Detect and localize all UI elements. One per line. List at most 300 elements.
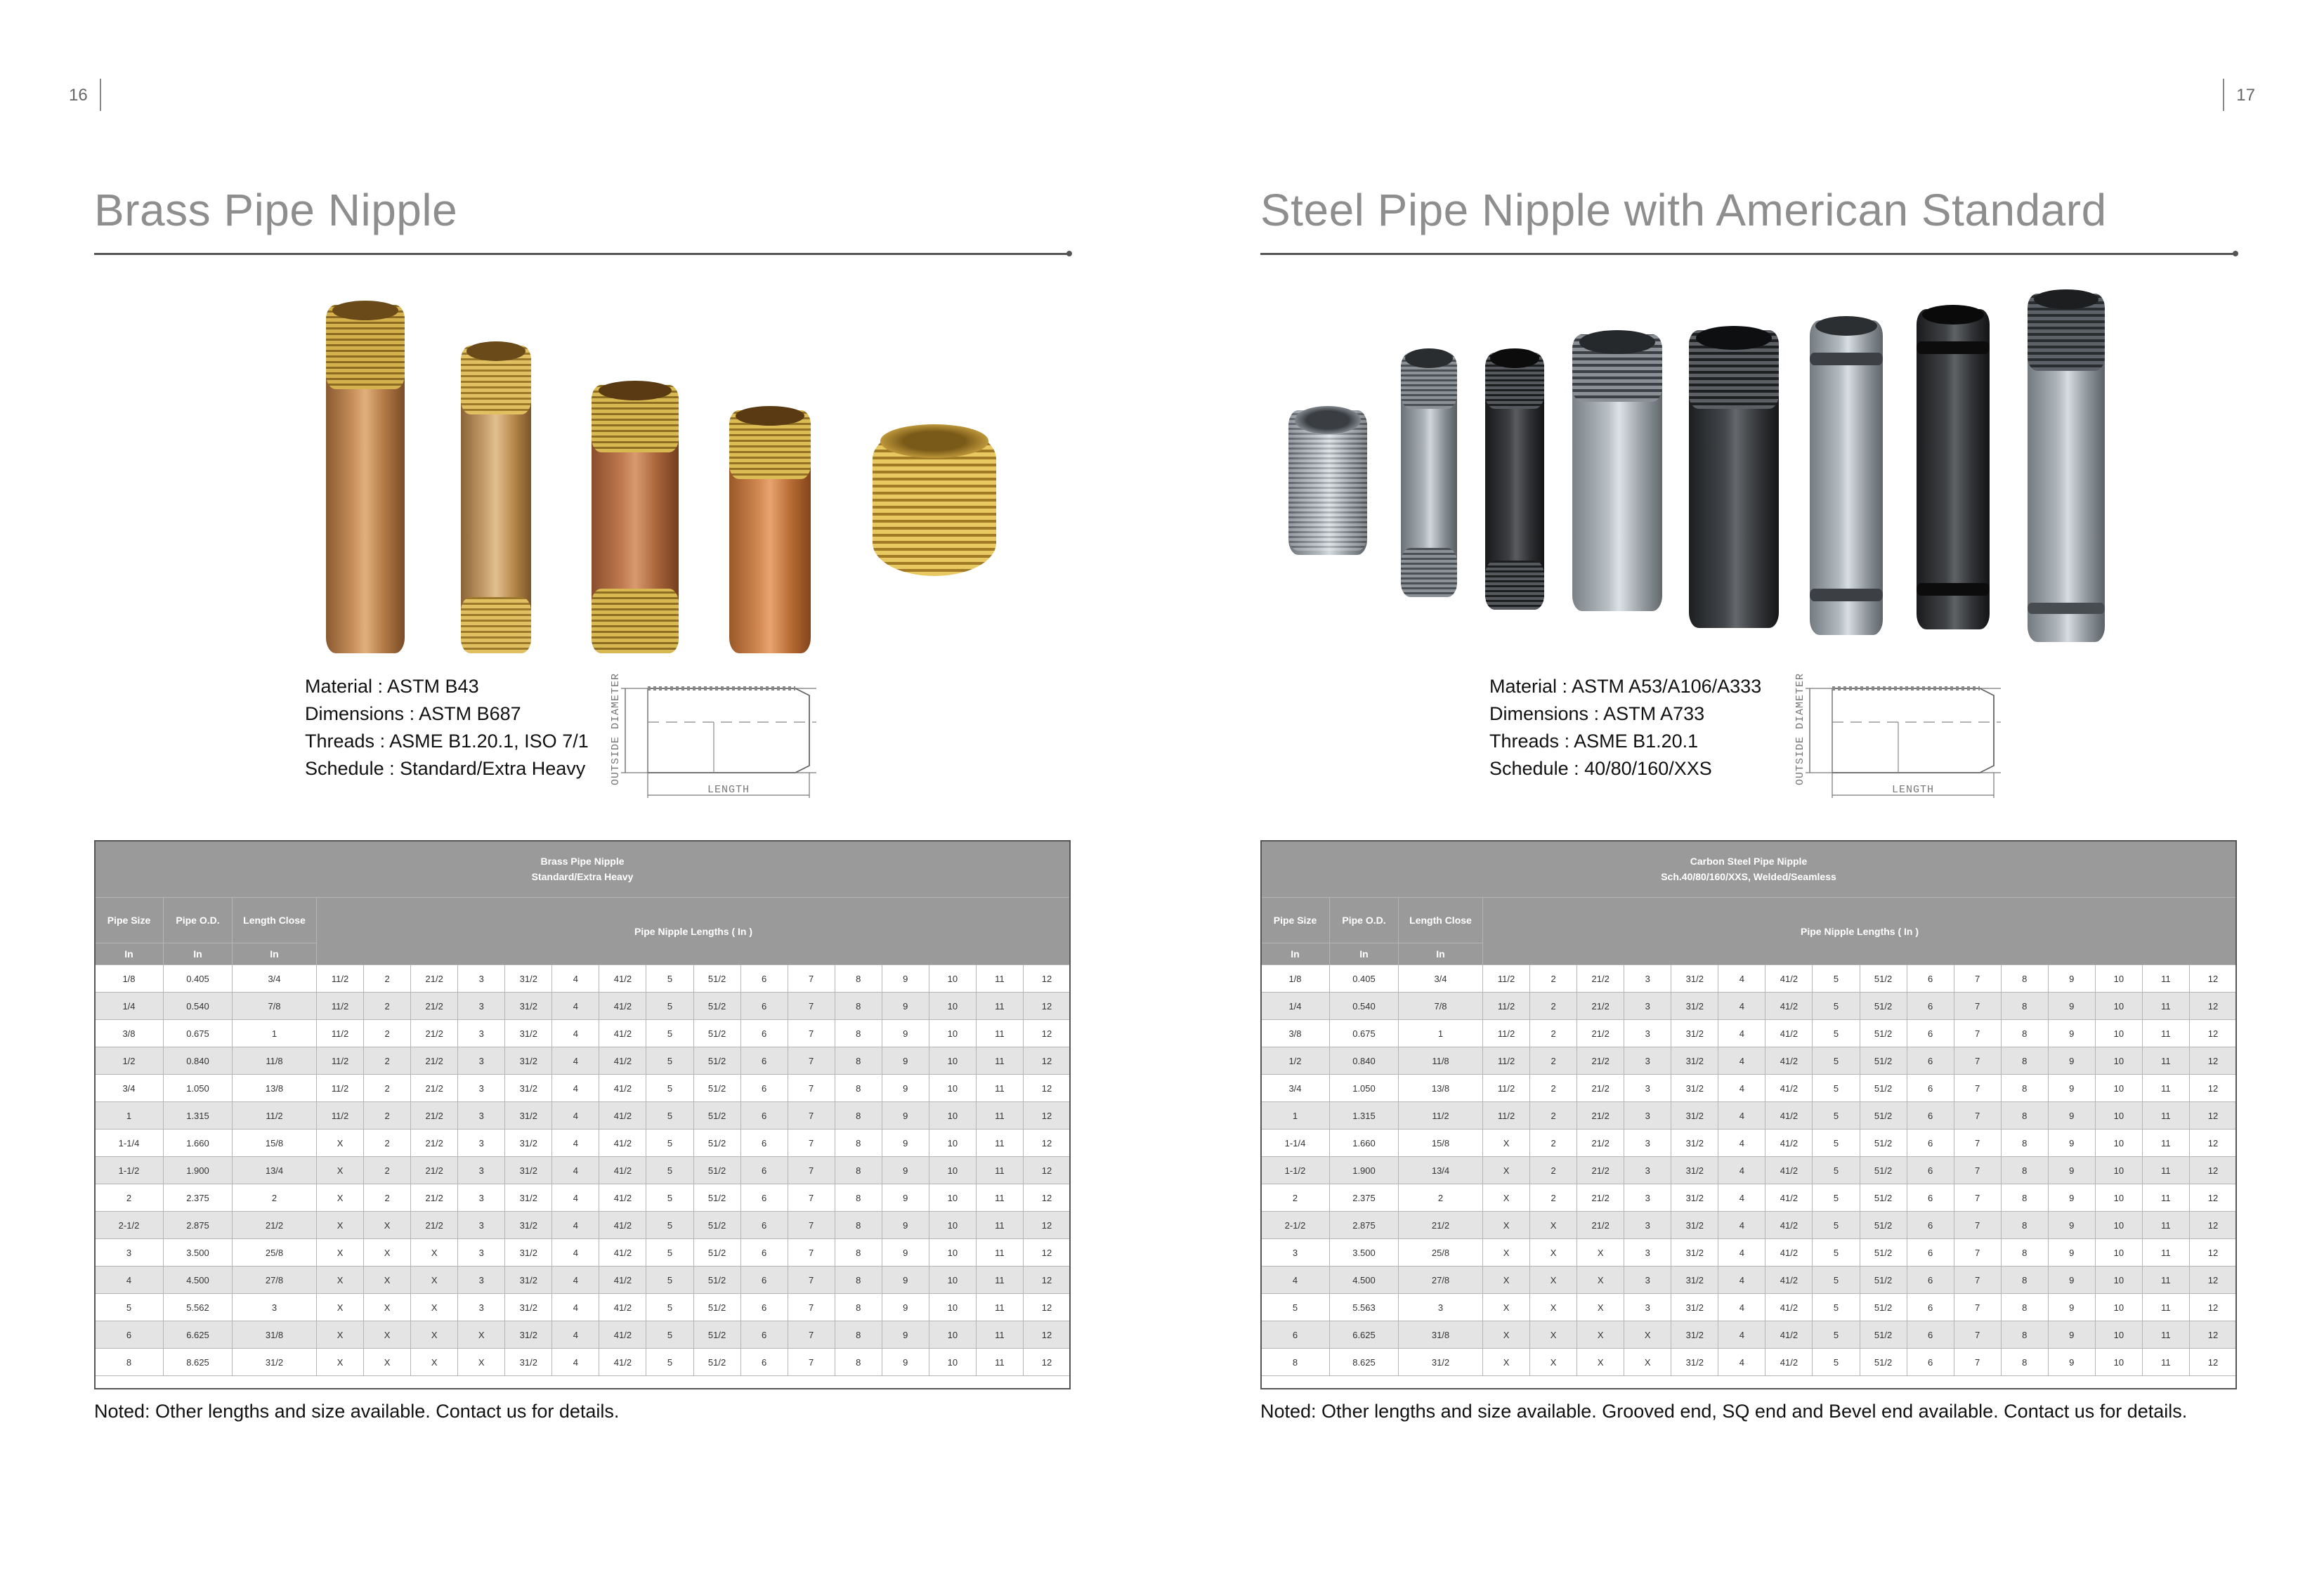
nipple-length-cell: 10 (929, 1349, 976, 1376)
nipple-length-cell: 51/2 (693, 993, 740, 1020)
nipple-length-cell: 6 (1907, 1102, 1954, 1130)
table-row (95, 1047, 1071, 1075)
nipple-length-cell: 7 (788, 1321, 835, 1349)
nipple-length-cell: 11/2 (1483, 993, 1530, 1020)
nipple-length-cell: 21/2 (411, 1184, 458, 1212)
nipple-length-cell: 41/2 (1765, 1184, 1813, 1212)
nipple-length-cell: 9 (882, 1157, 929, 1184)
nipple-length-cell: 7 (788, 1349, 835, 1376)
nipple-length-cell: 9 (2048, 1321, 2095, 1349)
nipple-length-cell: 31/2 (1671, 1047, 1718, 1075)
nipple-length-cell: 5 (1813, 1294, 1860, 1321)
nipple-length-cell: 6 (740, 1130, 788, 1157)
pipe-od-cell: 8.625 (1330, 1349, 1399, 1376)
steel-nipple-photo-2 (1401, 353, 1457, 597)
pipe-size-cell: 3/4 (1261, 1075, 1330, 1102)
nipple-length-cell: 10 (2095, 1321, 2142, 1349)
nipple-length-cell: 9 (882, 993, 929, 1020)
nipple-length-cell: 11 (2142, 993, 2189, 1020)
nipple-length-cell: 5 (1813, 965, 1860, 993)
nipple-length-cell: 2 (1530, 1184, 1577, 1212)
nipple-length-cell: 41/2 (1765, 1157, 1813, 1184)
nipple-length-cell: 11 (976, 1321, 1023, 1349)
nipple-length-cell: 10 (2095, 1130, 2142, 1157)
nipple-length-cell: 31/2 (1671, 1321, 1718, 1349)
steel-nipple-photo-5 (1689, 330, 1779, 628)
nipple-length-cell: 11 (2142, 1102, 2189, 1130)
nipple-length-cell: 9 (2048, 1157, 2095, 1184)
nipple-length-cell: 2 (1530, 1020, 1577, 1047)
length-close-cell: 1 (1399, 1020, 1483, 1047)
nipple-length-cell: 3 (458, 1157, 505, 1184)
nipple-length-cell: 6 (1907, 1349, 1954, 1376)
nipple-length-cell: 21/2 (411, 1102, 458, 1130)
nipple-length-cell: 7 (788, 1130, 835, 1157)
nipple-length-cell: 9 (882, 1321, 929, 1349)
nipple-length-cell: 7 (1954, 1239, 2001, 1267)
nipple-length-cell: 21/2 (1577, 1130, 1624, 1157)
pipe-size-cell: 1/4 (1261, 993, 1330, 1020)
nipple-length-cell: 8 (2001, 1130, 2048, 1157)
steel-nipple-photo-1 (1288, 410, 1367, 555)
nipple-length-cell: 31/2 (1671, 1102, 1718, 1130)
nipple-length-cell: X (364, 1239, 411, 1267)
nipple-length-cell: 7 (788, 1184, 835, 1212)
nipple-length-cell: 6 (740, 965, 788, 993)
nipple-length-cell: 10 (2095, 1267, 2142, 1294)
nipple-length-cell: 6 (740, 1020, 788, 1047)
length-close-cell: 3 (1399, 1294, 1483, 1321)
nipple-length-cell: 5 (1813, 1349, 1860, 1376)
nipple-length-cell: 11 (976, 1184, 1023, 1212)
nipple-length-cell: 2 (364, 1130, 411, 1157)
length-close-cell: 15/8 (1399, 1130, 1483, 1157)
table-row (95, 1321, 1071, 1349)
nipple-length-cell: 41/2 (599, 1157, 646, 1184)
nipple-length-cell: 41/2 (1765, 1321, 1813, 1349)
nipple-length-cell: 11/2 (317, 1020, 364, 1047)
nipple-length-cell: 6 (1907, 1321, 1954, 1349)
nipple-length-cell: 9 (882, 1267, 929, 1294)
nipple-length-cell: 11 (976, 1267, 1023, 1294)
pipe-od-cell: 0.405 (1330, 965, 1399, 993)
nipple-length-cell: 41/2 (1765, 1267, 1813, 1294)
nipple-length-cell: 12 (1023, 1184, 1070, 1212)
nipple-length-cell: 10 (929, 1020, 976, 1047)
nipple-length-cell: 4 (1718, 1075, 1765, 1102)
nipple-length-cell: 3 (1624, 1102, 1671, 1130)
nipple-length-cell: 31/2 (505, 1102, 552, 1130)
nipple-length-cell: X (1624, 1349, 1671, 1376)
nipple-length-cell: 7 (1954, 1349, 2001, 1376)
nipple-length-cell: 3 (1624, 1212, 1671, 1239)
pipe-od-cell: 1.660 (1330, 1130, 1399, 1157)
pipe-od-cell: 0.840 (164, 1047, 233, 1075)
nipple-length-cell: 6 (740, 1294, 788, 1321)
page-number-right: 17 (2236, 86, 2255, 105)
nipple-length-cell: 21/2 (1577, 1047, 1624, 1075)
nipple-length-cell: 5 (1813, 1157, 1860, 1184)
table-row (95, 993, 1071, 1020)
brass-note: Noted: Other lengths and size available. Contact us for details. (94, 1401, 620, 1422)
nipple-length-cell: 10 (2095, 965, 2142, 993)
table-row (95, 1075, 1071, 1102)
length-close-cell: 25/8 (1399, 1239, 1483, 1267)
nipple-length-cell: 9 (882, 1130, 929, 1157)
nipple-length-cell: X (1530, 1212, 1577, 1239)
nipple-length-cell: 9 (2048, 1102, 2095, 1130)
pipe-od-cell: 1.050 (164, 1075, 233, 1102)
nipple-length-cell: 51/2 (693, 1075, 740, 1102)
nipple-length-cell: 51/2 (693, 1102, 740, 1130)
nipple-length-cell: 4 (552, 1130, 599, 1157)
nipple-length-cell: 3 (458, 1267, 505, 1294)
length-close-cell: 27/8 (1399, 1267, 1483, 1294)
nipple-length-cell: 6 (740, 1349, 788, 1376)
nipple-length-cell: 8 (835, 1075, 882, 1102)
spec-row-threads: Threads : ASME B1.20.1 (1489, 731, 1699, 752)
pipe-size-cell: 1-1/4 (1261, 1130, 1330, 1157)
nipple-length-cell: 9 (882, 1294, 929, 1321)
pipe-size-cell: 8 (1261, 1349, 1330, 1376)
nipple-length-cell: 31/2 (1671, 1157, 1718, 1184)
nipple-length-cell: 9 (882, 1349, 929, 1376)
length-close-cell: 21/2 (233, 1212, 317, 1239)
table-row (95, 1349, 1071, 1376)
nipple-length-cell: 6 (1907, 1212, 1954, 1239)
nipple-length-cell: 7 (1954, 1321, 2001, 1349)
brass-nipple-photo-1 (326, 305, 405, 653)
nipple-length-cell: 41/2 (599, 1294, 646, 1321)
nipple-length-cell: 31/2 (1671, 1239, 1718, 1267)
nipple-length-cell: 21/2 (411, 965, 458, 993)
nipple-length-cell: 21/2 (1577, 1157, 1624, 1184)
brass-title-rule (94, 253, 1071, 255)
pipe-size-cell: 1/4 (95, 993, 164, 1020)
length-close-cell: 3 (233, 1294, 317, 1321)
unit-pipe-od: In (164, 943, 233, 965)
spec-row-material: Material : ASTM B43 (305, 676, 479, 697)
nipple-length-cell: 4 (552, 1047, 599, 1075)
nipple-length-cell: X (411, 1294, 458, 1321)
nipple-length-cell: 6 (1907, 1267, 1954, 1294)
nipple-length-cell: 31/2 (505, 1184, 552, 1212)
nipple-length-cell: 51/2 (693, 1212, 740, 1239)
table-row (95, 1212, 1071, 1239)
steel-spec-list (1489, 673, 1761, 783)
nipple-length-cell: 5 (646, 1130, 693, 1157)
nipple-length-cell: 10 (2095, 1157, 2142, 1184)
pipe-size-cell: 1/2 (1261, 1047, 1330, 1075)
brass-nipple-photo-4 (729, 410, 811, 653)
length-close-cell: 31/8 (1399, 1321, 1483, 1349)
nipple-length-cell: X (1577, 1267, 1624, 1294)
nipple-length-cell: 31/2 (505, 1130, 552, 1157)
nipple-length-cell: 5 (1813, 1047, 1860, 1075)
nipple-length-cell: 6 (740, 1321, 788, 1349)
nipple-length-cell: 21/2 (1577, 993, 1624, 1020)
nipple-length-cell: 3 (1624, 1020, 1671, 1047)
pipe-size-cell: 6 (95, 1321, 164, 1349)
nipple-length-cell: 21/2 (1577, 1212, 1624, 1239)
length-close-cell: 15/8 (233, 1130, 317, 1157)
pipe-size-cell: 3/4 (95, 1075, 164, 1102)
nipple-length-cell: 21/2 (411, 1212, 458, 1239)
steel-dimension-diagram (1790, 667, 2029, 801)
nipple-length-cell: 31/2 (1671, 1212, 1718, 1239)
pipe-od-cell: 1.900 (1330, 1157, 1399, 1184)
table-row (95, 1267, 1071, 1294)
nipple-length-cell: 7 (1954, 1184, 2001, 1212)
nipple-length-cell: 2 (1530, 1047, 1577, 1075)
nipple-length-cell: 3 (1624, 1184, 1671, 1212)
nipple-length-cell: 12 (1023, 1047, 1070, 1075)
nipple-length-cell: 51/2 (693, 965, 740, 993)
nipple-length-cell: 8 (2001, 1267, 2048, 1294)
nipple-length-cell: X (317, 1349, 364, 1376)
nipple-length-cell: 4 (552, 1157, 599, 1184)
nipple-length-cell: 5 (646, 1321, 693, 1349)
nipple-length-cell: 31/2 (1671, 965, 1718, 993)
nipple-length-cell: 9 (2048, 993, 2095, 1020)
nipple-length-cell: 3 (1624, 1075, 1671, 1102)
table-row (1261, 1130, 2237, 1157)
nipple-length-cell: 12 (1023, 1157, 1070, 1184)
nipple-length-cell: 11/2 (1483, 1075, 1530, 1102)
col-header-length-close: Length Close (1399, 898, 1483, 943)
steel-product-photos (1281, 281, 2223, 660)
pipe-size-cell: 2 (1261, 1184, 1330, 1212)
nipple-length-cell: 6 (740, 1157, 788, 1184)
nipple-length-cell: 9 (2048, 1267, 2095, 1294)
table-caption: Carbon Steel Pipe Nipple Sch.40/80/160/XXS, Welded/Seamless (1261, 841, 2237, 898)
nipple-length-cell: 7 (1954, 1047, 2001, 1075)
nipple-length-cell: 31/2 (505, 965, 552, 993)
nipple-length-cell: 4 (1718, 1349, 1765, 1376)
nipple-length-cell: 8 (835, 1047, 882, 1075)
nipple-length-cell: 7 (1954, 1267, 2001, 1294)
spec-row-dimensions: Dimensions : ASTM A733 (1489, 703, 1705, 724)
brass-dimension-diagram (606, 667, 844, 801)
nipple-length-cell: 41/2 (599, 1349, 646, 1376)
od-label: OUTSIDE DIAMETER (1794, 672, 1806, 785)
pipe-od-cell: 3.500 (164, 1239, 233, 1267)
nipple-length-cell: 21/2 (411, 1157, 458, 1184)
nipple-length-cell: 10 (2095, 1020, 2142, 1047)
nipple-length-cell: 2 (1530, 1075, 1577, 1102)
nipple-length-cell: 11/2 (317, 1102, 364, 1130)
nipple-length-cell: 51/2 (693, 1184, 740, 1212)
nipple-length-cell: 31/2 (505, 1294, 552, 1321)
length-close-cell: 31/8 (233, 1321, 317, 1349)
nipple-length-cell: 31/2 (1671, 993, 1718, 1020)
nipple-length-cell: 5 (1813, 1321, 1860, 1349)
table-row (1261, 1321, 2237, 1349)
nipple-length-cell: 12 (2189, 1184, 2236, 1212)
nipple-length-cell: 7 (1954, 1102, 2001, 1130)
nipple-length-cell: 5 (646, 993, 693, 1020)
unit-pipe-size: In (1261, 943, 1330, 965)
nipple-length-cell: 10 (929, 1157, 976, 1184)
nipple-length-cell: 31/2 (505, 993, 552, 1020)
pipe-od-cell: 0.540 (164, 993, 233, 1020)
nipple-length-cell: 4 (1718, 965, 1765, 993)
brass-spec-list (305, 673, 589, 783)
col-header-pipe-od: Pipe O.D. (164, 898, 233, 943)
nipple-length-cell: 8 (2001, 1075, 2048, 1102)
nipple-length-cell: 5 (1813, 1130, 1860, 1157)
nipple-length-cell: 4 (552, 1267, 599, 1294)
nipple-length-cell: 4 (1718, 1267, 1765, 1294)
pipe-od-cell: 2.375 (164, 1184, 233, 1212)
nipple-length-cell: 10 (929, 1075, 976, 1102)
nipple-length-cell: 10 (929, 1321, 976, 1349)
pipe-od-cell: 1.050 (1330, 1075, 1399, 1102)
table-row (95, 1102, 1071, 1130)
nipple-length-cell: 11 (2142, 1047, 2189, 1075)
nipple-length-cell: 9 (2048, 1047, 2095, 1075)
nipple-length-cell: X (1577, 1321, 1624, 1349)
nipple-length-cell: 8 (835, 1321, 882, 1349)
nipple-length-cell: 10 (2095, 1102, 2142, 1130)
nipple-length-cell: 5 (1813, 1184, 1860, 1212)
nipple-length-cell: X (1483, 1267, 1530, 1294)
pipe-size-cell: 3/8 (95, 1020, 164, 1047)
nipple-length-cell: X (1530, 1321, 1577, 1349)
nipple-length-cell: 10 (2095, 1212, 2142, 1239)
nipple-length-cell: 4 (1718, 1321, 1765, 1349)
table-row (95, 1184, 1071, 1212)
nipple-length-cell: 4 (1718, 1130, 1765, 1157)
nipple-length-cell: 4 (552, 1184, 599, 1212)
pipe-od-cell: 4.500 (1330, 1267, 1399, 1294)
nipple-length-cell: X (317, 1157, 364, 1184)
unit-pipe-od: In (1330, 943, 1399, 965)
table-row (1261, 965, 2237, 993)
pipe-od-cell: 3.500 (1330, 1239, 1399, 1267)
table-row (1261, 1102, 2237, 1130)
brass-title: Brass Pipe Nipple (94, 185, 458, 235)
nipple-length-cell: 3 (1624, 1267, 1671, 1294)
nipple-length-cell: 11/2 (1483, 1020, 1530, 1047)
brass-page (94, 0, 1071, 1577)
nipple-length-cell: 8 (2001, 1239, 2048, 1267)
nipple-length-cell: 12 (1023, 1294, 1070, 1321)
length-close-cell: 25/8 (233, 1239, 317, 1267)
nipple-length-cell: 8 (2001, 993, 2048, 1020)
nipple-length-cell: 6 (1907, 1157, 1954, 1184)
nipple-length-cell: 8 (2001, 1294, 2048, 1321)
nipple-length-cell: 41/2 (599, 1047, 646, 1075)
length-close-cell: 2 (1399, 1184, 1483, 1212)
nipple-length-cell: 11 (976, 1047, 1023, 1075)
nipple-length-cell: X (1624, 1321, 1671, 1349)
nipple-length-cell: 8 (2001, 1184, 2048, 1212)
length-label: LENGTH (1891, 784, 1935, 796)
pipe-od-cell: 1.315 (164, 1102, 233, 1130)
nipple-length-cell: 31/2 (505, 1212, 552, 1239)
nipple-length-cell: 3 (458, 1102, 505, 1130)
nipple-length-cell: 8 (2001, 1212, 2048, 1239)
nipple-length-cell: 51/2 (1860, 1075, 1907, 1102)
nipple-length-cell: X (411, 1239, 458, 1267)
nipple-length-cell: 31/2 (1671, 1349, 1718, 1376)
length-close-cell: 11/2 (233, 1102, 317, 1130)
table-row (1261, 1157, 2237, 1184)
nipple-length-cell: 11/2 (1483, 1102, 1530, 1130)
nipple-length-cell: 10 (929, 1047, 976, 1075)
nipple-length-cell: 11 (976, 993, 1023, 1020)
nipple-length-cell: 51/2 (1860, 1020, 1907, 1047)
nipple-length-cell: X (1577, 1239, 1624, 1267)
nipple-length-cell: 41/2 (599, 1102, 646, 1130)
spec-row-schedule: Schedule : 40/80/160/XXS (1489, 758, 1712, 779)
nipple-length-cell: 41/2 (599, 1321, 646, 1349)
nipple-length-cell: 12 (1023, 965, 1070, 993)
nipple-length-cell: X (411, 1321, 458, 1349)
unit-length-close: In (1399, 943, 1483, 965)
nipple-length-cell: 9 (882, 1212, 929, 1239)
nipple-length-cell: 8 (835, 1102, 882, 1130)
nipple-length-cell: 3 (458, 1294, 505, 1321)
nipple-length-cell: 5 (646, 1157, 693, 1184)
nipple-length-cell: 51/2 (693, 1294, 740, 1321)
length-close-cell: 11/2 (1399, 1102, 1483, 1130)
nipple-length-cell: 2 (364, 965, 411, 993)
nipple-length-cell: 11 (976, 1212, 1023, 1239)
pipe-size-cell: 4 (1261, 1267, 1330, 1294)
nipple-length-cell: 8 (2001, 1102, 2048, 1130)
nipple-length-cell: 4 (552, 993, 599, 1020)
pipe-od-cell: 8.625 (164, 1349, 233, 1376)
nipple-length-cell: 41/2 (599, 1020, 646, 1047)
nipple-length-cell: X (364, 1321, 411, 1349)
nipple-length-cell: 6 (1907, 1075, 1954, 1102)
nipple-length-cell: 4 (552, 1020, 599, 1047)
nipple-length-cell: 5 (646, 1267, 693, 1294)
nipple-length-cell: 9 (882, 1239, 929, 1267)
nipple-length-cell: X (1530, 1267, 1577, 1294)
nipple-length-cell: 31/2 (1671, 1267, 1718, 1294)
pipe-od-cell: 4.500 (164, 1267, 233, 1294)
nipple-length-cell: 6 (740, 1102, 788, 1130)
table-row (95, 1294, 1071, 1321)
nipple-length-cell: 2 (364, 1184, 411, 1212)
nipple-length-cell: 5 (646, 1349, 693, 1376)
nipple-length-cell: X (458, 1321, 505, 1349)
nipple-length-cell: 11 (2142, 965, 2189, 993)
col-header-pipe-size: Pipe Size (1261, 898, 1330, 943)
nipple-length-cell: 6 (1907, 1294, 1954, 1321)
nipple-length-cell: 3 (1624, 965, 1671, 993)
nipple-length-cell: 7 (788, 1075, 835, 1102)
col-header-pipe-size: Pipe Size (95, 898, 164, 943)
steel-page (1260, 0, 2237, 1577)
nipple-length-cell: 4 (1718, 993, 1765, 1020)
nipple-length-cell: 3 (458, 1020, 505, 1047)
nipple-length-cell: X (1530, 1239, 1577, 1267)
nipple-length-cell: 51/2 (1860, 1294, 1907, 1321)
nipple-length-cell: 10 (929, 1130, 976, 1157)
nipple-length-cell: 31/2 (505, 1020, 552, 1047)
nipple-length-cell: 3 (1624, 993, 1671, 1020)
nipple-length-cell: 8 (2001, 1349, 2048, 1376)
nipple-length-cell: 6 (740, 1239, 788, 1267)
nipple-length-cell: 2 (364, 993, 411, 1020)
length-close-cell: 1 (233, 1020, 317, 1047)
nipple-length-cell: 12 (2189, 1294, 2236, 1321)
nipple-length-cell: 41/2 (1765, 1020, 1813, 1047)
